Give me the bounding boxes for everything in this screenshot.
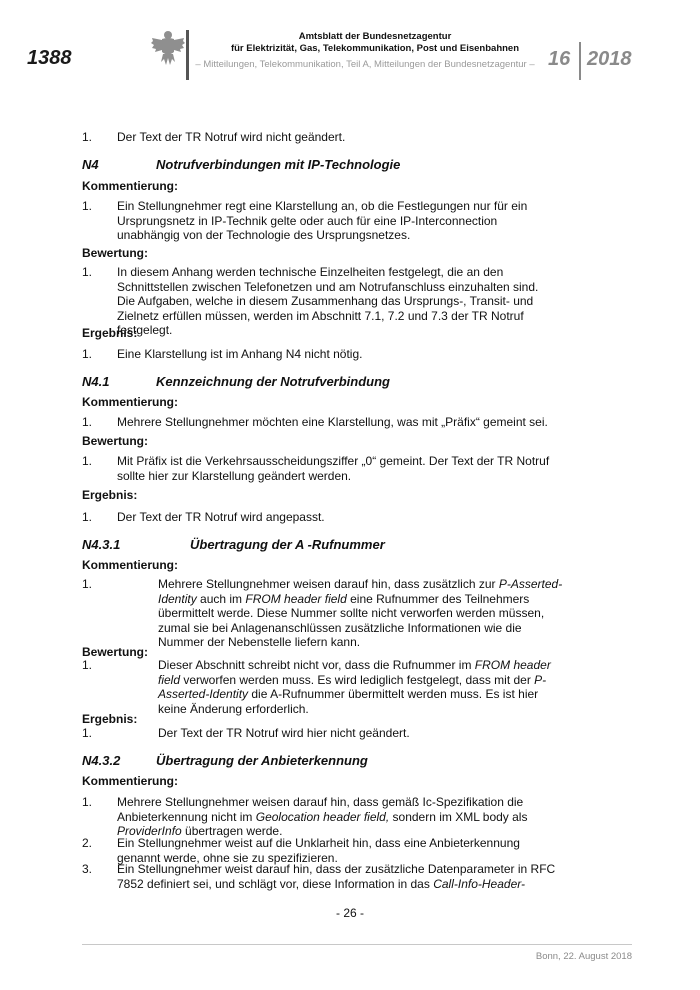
- list-number: 1.: [82, 795, 93, 809]
- list-number: 1.: [82, 510, 93, 524]
- paragraph: In diesem Anhang werden technische Einzelheiten festgelegt, die an den Schnittstellen zwischen Telefonetzen und am Notrufanschluss einzuhalten sind. Die Aufgaben, welche in diesem Zusammenhang das Ursprungs-, Transit- und Zielnetz erfüllen müssen, werden im Abschnitt 7.1, 7.2 und 7.3 der TR Notruf festgelegt.: [117, 265, 539, 337]
- section-code: N4: [82, 157, 99, 172]
- paragraph: Mit Präfix ist die Verkehrsausscheidungsziffer „0“ gemeint. Der Text der TR Notruf sollte hier zur Klarstellung geändert werden.: [117, 454, 550, 483]
- footer-date: Bonn, 22. August 2018: [535, 951, 632, 962]
- journal-title: Amtsblatt der Bundesnetzagentur: [298, 31, 452, 42]
- paragraph: Ein Stellungnehmer weist darauf hin, dass der zusätzliche Datenparameter in RFC 7852 definiert sei, und schlägt vor, diese Information in das Call-Info-Header-: [117, 862, 556, 891]
- issue-year: 2018: [587, 48, 632, 70]
- section-title: Übertragung der Anbieterkennung: [156, 753, 368, 768]
- list-number: 1.: [82, 415, 93, 429]
- list-number: 2.: [82, 836, 93, 850]
- label-kommentierung: Kommentierung:: [82, 774, 178, 788]
- label-bewertung: Bewertung:: [82, 645, 148, 659]
- paragraph: Der Text der TR Notruf wird hier nicht geändert.: [158, 726, 410, 740]
- list-number: 1.: [82, 347, 93, 361]
- paragraph: Ein Stellungnehmer weist auf die Unklarheit hin, dass eine Anbieterkennung genannt werde, ohne sie zu spezifizieren.: [117, 836, 520, 865]
- section-title: Notrufverbindungen mit IP-Technologie: [156, 157, 401, 172]
- list-number: 1.: [82, 577, 93, 591]
- issue-divider: [579, 42, 581, 80]
- footer-divider: [82, 944, 632, 945]
- section-code: N4.1: [82, 374, 110, 389]
- page-number: 1388: [27, 47, 72, 69]
- issue-number: 16: [548, 48, 571, 70]
- section-code: N4.3.2: [82, 753, 121, 768]
- paragraph: Eine Klarstellung ist im Anhang N4 nicht nötig.: [117, 347, 363, 361]
- label-ergebnis: Ergebnis:: [82, 488, 138, 502]
- label-kommentierung: Kommentierung:: [82, 395, 178, 409]
- list-number: 1.: [82, 726, 93, 740]
- journal-section: – Mitteilungen, Telekommunikation, Teil A, Mitteilungen der Bundesnetzagentur –: [195, 59, 535, 70]
- label-bewertung: Bewertung:: [82, 434, 148, 448]
- label-bewertung: Bewertung:: [82, 246, 148, 260]
- paragraph: Ein Stellungnehmer regt eine Klarstellung an, ob die Festlegungen nur für ein Ursprungsnetz in IP-Technik gelte oder auch für eine IP-Interconnection unabhängig von der Technologie des Ursprungsnetzes.: [117, 199, 528, 242]
- paragraph: Der Text der TR Notruf wird angepasst.: [117, 510, 325, 524]
- paragraph: Dieser Abschnitt schreibt nicht vor, dass die Rufnummer im FROM header field verworfen werden muss. Es wird lediglich festgelegt, dass mit der P-Asserted-Identity die A-Rufnummer übermittelt werden muss. Es ist hier keine Änderung erforderlich.: [158, 658, 551, 716]
- list-number: 1.: [82, 199, 93, 213]
- label-kommentierung: Kommentierung:: [82, 179, 178, 193]
- page-footer-number: - 26 -: [335, 906, 364, 920]
- section-title: Übertragung der A -Rufnummer: [190, 537, 385, 552]
- federal-eagle-icon: [150, 28, 186, 68]
- paragraph: Mehrere Stellungnehmer weisen darauf hin, dass gemäß Ic-Spezifikation die Anbieterkennung nicht im Geolocation header field, sondern im XML body als ProviderInfo übertragen werde.: [117, 795, 528, 838]
- header-divider: [186, 30, 189, 80]
- journal-subtitle: für Elektrizität, Gas, Telekommunikation, Post und Eisenbahnen: [230, 43, 520, 54]
- list-number: 1.: [82, 130, 93, 144]
- paragraph: Mehrere Stellungnehmer möchten eine Klarstellung, was mit „Präfix“ gemeint sei.: [117, 415, 548, 429]
- section-code: N4.3.1: [82, 537, 121, 552]
- list-number: 3.: [82, 862, 93, 876]
- label-ergebnis: Ergebnis:: [82, 326, 138, 340]
- list-number: 1.: [82, 265, 93, 279]
- list-number: 1.: [82, 658, 93, 672]
- label-ergebnis: Ergebnis:: [82, 712, 138, 726]
- paragraph: Mehrere Stellungnehmer weisen darauf hin, dass zusätzlich zur P-Asserted-Identity auch im FROM header field eine Rufnummer des Teilnehmers übermittelt werde. Diese Nummer sollte nicht verworfen werden müssen, zumal sie bei Anlagenanschlüssen zusätzliche Informationen wie die Nummer der Nebenstelle liefern kann.: [158, 577, 563, 649]
- paragraph: Der Text der TR Notruf wird nicht geändert.: [117, 130, 346, 144]
- section-title: Kennzeichnung der Notrufverbindung: [156, 374, 390, 389]
- label-kommentierung: Kommentierung:: [82, 558, 178, 572]
- list-number: 1.: [82, 454, 93, 468]
